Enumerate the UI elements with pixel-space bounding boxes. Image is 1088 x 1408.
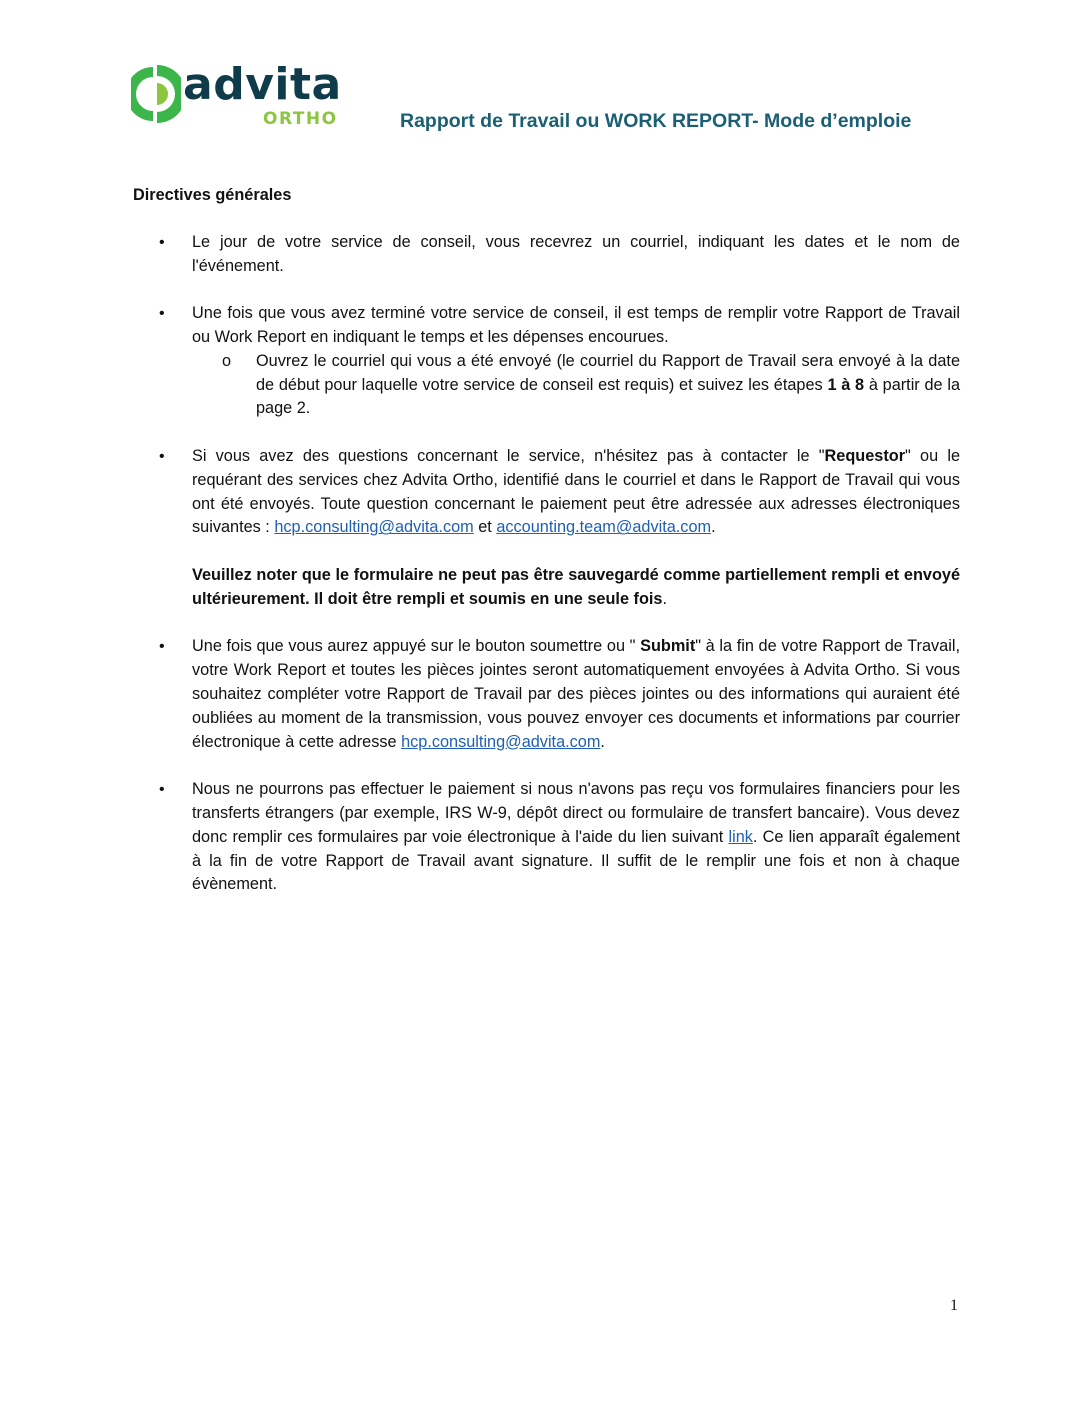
bullet-text: Si vous avez des questions concernant le service, n'hésitez pas à contacter le "Requestor" ou le requérant des services chez Advita Ortho, identifié dans le courriel et dans le Rapport de Travail qui vous ont été envoyés. Toute question concernant le paiement peut être adressée aux adresses électroniques suivantes : hcp.consulting@advita.com et accounting.team@advita.com.: [192, 446, 960, 537]
bullet-text: Une fois que vous aurez appuyé sur le bouton soumettre ou " Submit" à la fin de votre Rapport de Travail, votre Work Report et toutes les pièces jointes seront automatiquement envoyées à Advita Ortho. Si vous souhaitez compléter votre Rapport de Travail par des pièces jointes ou des informations qui auraient été oubliées au moment de la transmission, vous pouvez envoyer ces documents et informations par courrier électronique à cette adresse hcp.consulting@advita.com.: [192, 637, 960, 751]
section-heading: Directives générales: [133, 186, 292, 204]
bullet-item: [133, 445, 960, 612]
bullet-item: [133, 302, 960, 421]
bullet-item: [133, 231, 960, 279]
bullet-item: [133, 635, 960, 754]
bullet-icon: •: [159, 781, 165, 799]
document-title: Rapport de Travail ou WORK REPORT- Mode d’emploie: [400, 110, 912, 132]
logo-wordmark: advita: [183, 59, 342, 110]
financial-forms-link[interactable]: link: [728, 827, 753, 846]
sub-bullet-text: Ouvrez le courriel qui vous a été envoyé (le courriel du Rapport de Travail sera envoyé à la date de début pour laquelle votre service de conseil est requis) et suivez les étapes 1 à 8 à partir de la page 2.: [256, 351, 960, 418]
sub-bullet-item: [192, 350, 960, 421]
bullet-item: [133, 778, 960, 897]
email-link-hcp-consulting[interactable]: hcp.consulting@advita.com: [274, 518, 474, 537]
bullet-icon: •: [159, 305, 165, 323]
bullet-text: Le jour de votre service de conseil, vous recevrez un courriel, indiquant les dates et le nom de l'événement.: [192, 232, 960, 275]
sub-bullet-icon: o: [222, 351, 232, 370]
logo-subtitle: ORTHO: [263, 109, 338, 129]
document-body: [133, 184, 960, 921]
page-number: 1: [950, 1297, 958, 1314]
important-note: Veuillez noter que le formulaire ne peut pas être sauvegardé comme partiellement rempli et envoyé ultérieurement. Il doit être rempli et soumis en une seule fois.: [192, 565, 960, 608]
bullet-text: Une fois que vous avez terminé votre service de conseil, il est temps de remplir votre Rapport de Travail ou Work Report en indiquant le temps et les dépenses encourues.: [192, 304, 960, 346]
bullet-icon: •: [159, 638, 165, 656]
bullet-icon: •: [159, 447, 165, 465]
bullet-text: Nous ne pourrons pas effectuer le paiement si nous n'avons pas reçu vos formulaires financiers pour les transferts étrangers (par exemple, IRS W-9, dépôt direct ou formulaire de transfert bancaire). Vous devez donc remplir ces formulaires par voie électronique à l'aide du lien suivant link. Ce lien apparaît également à la fin de votre Rapport de Travail avant signature. Il suffit de le remplir une fois et non à chaque évènement.: [192, 780, 960, 894]
email-link-accounting-team[interactable]: accounting.team@advita.com: [496, 518, 712, 537]
email-link-hcp-consulting[interactable]: hcp.consulting@advita.com: [401, 732, 601, 751]
advita-logo-mark-icon: [131, 63, 181, 125]
bullet-icon: •: [159, 233, 165, 251]
advita-ortho-logo: [131, 59, 342, 131]
